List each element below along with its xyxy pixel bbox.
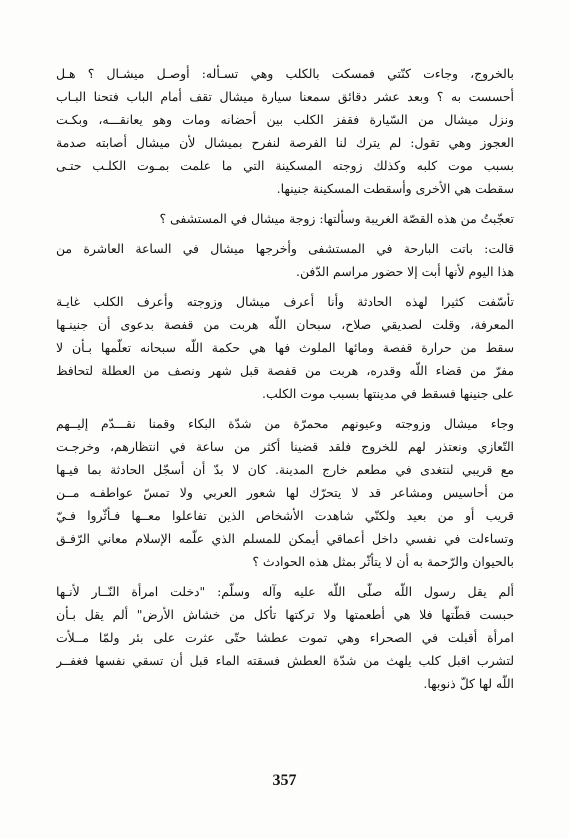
text-line: لتشرب اقبل كلب يلهث من شدّة العطش فسقته الماء قبل أن تسقي نفسها فغفــر (56, 653, 514, 668)
text-line: ألم يقل رسول اللّه صلّى اللّه عليه وآله وسلّم: "دخلت امرأة النّــار لأنـها (56, 584, 514, 599)
text-line: وجاء ميشال وزوجته وعيونهم محمرّة من شدّة البكاء وقمنا نقـــدّم إليــهم (56, 416, 514, 431)
text-line: قالت: باتت البارحة في المستشفى وأخرجها ميشال في الساعة العاشرة من (56, 241, 514, 256)
text-line: بسبب موت كلبه وكذلك زوجته المسكينة التي ما علمت بمـوت الكلـب حتـى (56, 158, 514, 173)
text-line: مع قريبي لنتغدى في مطعم خارج المدينة. كان لا بدّ أن أسجّل الحادثة بما فيـها (56, 462, 514, 477)
page-number: 357 (272, 772, 297, 789)
text-line: العجوز وهي تقول: لم يترك لنا الفرصة لنفرح بميشال لأن ميشال أصابته صدمة (56, 135, 514, 150)
paragraph (56, 580, 514, 695)
paragraph (56, 237, 514, 283)
text-line: قريب أو من بعيد ولكنّي شاهدت الأشخاص الذين تفاعلوا معــها فـأثّروا فـيّ (56, 508, 514, 523)
text-line: وتساءلت في نفسي داخل أعماقي أيمكن للمسلم الذي علّمه الإسلام معاني الرّفـق (56, 531, 514, 546)
text-line: تأسّفت كثيرا لهذه الحادثة وأنا أعرف ميشال وزوجته وأعرف الكلب غايـة (56, 294, 514, 309)
text-line: المعرفة، وقلت لصديقي صلاح، سبحان اللّه هربت من قفصة بدعوى أن جنينـها (56, 317, 514, 332)
text-line: اللّه لها كلّ ذنوبها. (423, 676, 514, 691)
text-line: تعجّبتُ من هذه القصّة الغريبة وسألتها: زوجة ميشال في المستشفى ؟ (159, 211, 514, 226)
paragraph (56, 290, 514, 405)
text-line: مفرّ من قضاء اللّه وقدره، هربت من قفصة قبل شهر ونصف من العطلة لتحافظ (56, 363, 514, 378)
text-line: أحسست به ؟ وبعد عشر دقائق سمعنا سيارة ميشال تقف أمام الباب فتحنا البـاب (56, 89, 514, 104)
text-line: التّعازي ونعتذر لهم للخروج فلقد قضينا أكثر من ساعة في انتظارهم، وخرجـت (56, 439, 514, 454)
text-line: ونزل ميشال من السّيارة فقفز الكلب بين أحضانه ومات وهو يعانقـــه، وبكـت (56, 112, 514, 127)
text-line: هذا اليوم لأنها أبت إلا حضور مراسم الدّفن. (296, 264, 514, 279)
text-line: امرأة أقبلت في الصحراء وهي تموت عطشا حتّى عثرت على بئر ولمّا مــلأت (56, 630, 514, 645)
text-line: من أحاسيس ومشاعر قد لا يتحرّك لها شعور العربي ولا تمسّ عواطفـه مــن (56, 485, 514, 500)
paragraph (56, 207, 514, 230)
text-line: على جنينها فسقط في مدينتها بسبب موت الكلب. (262, 386, 514, 401)
body-text (56, 62, 514, 702)
text-line: بالحيوان والرّحمة به أن لا يتأثّر بمثل هذه الحوادث ؟ (252, 554, 514, 569)
text-line: سقط من حرارة قفصة ومائها الملوث فها هي حكمة اللّه سبحانه تعلّمها بـأن لا (56, 340, 514, 355)
text-line: بالخروج، وجاءت كنّتي فمسكت بالكلب وهي تسـأله: أوصـل ميشـال ؟ هـل (56, 66, 514, 81)
paragraph (56, 412, 514, 573)
text-line: حبست قطّتها فلا هي أطعمتها ولا تركتها تأكل من خشاش الأرض" ألم يقل بـأن (56, 607, 514, 622)
paragraph (56, 62, 514, 200)
text-line: سقطت هي الأخرى وأسقطت المسكينة جنينها. (276, 181, 514, 196)
